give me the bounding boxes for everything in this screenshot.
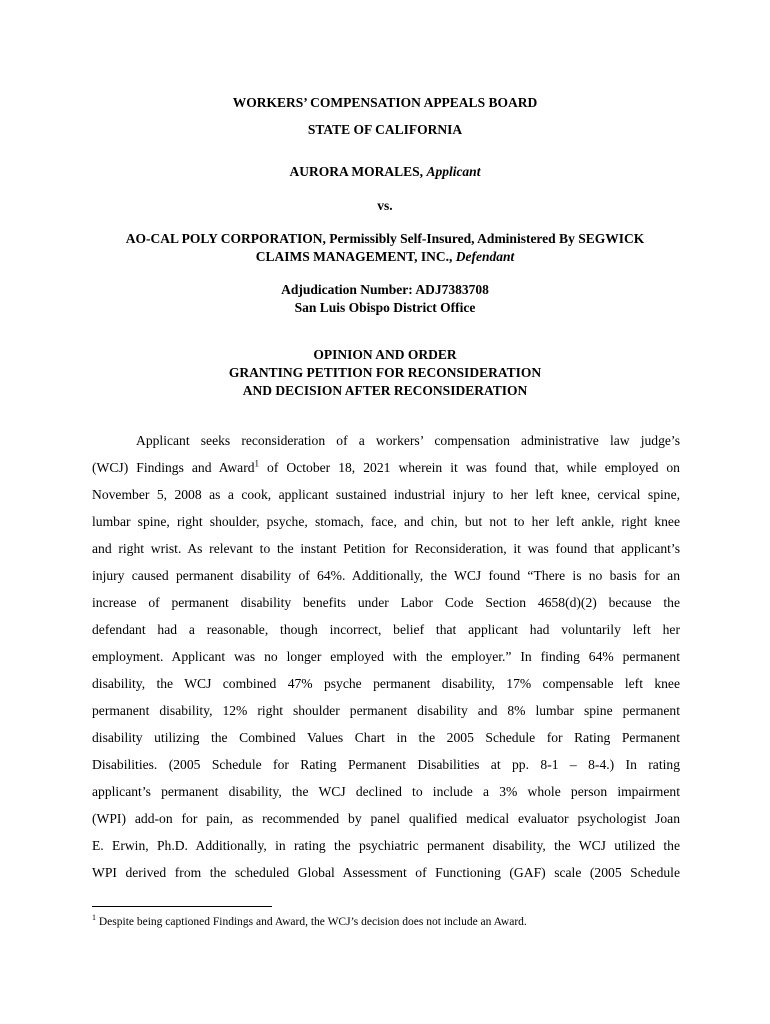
title-line-2: GRANTING PETITION FOR RECONSIDERATION (228, 365, 542, 380)
defendant-line-1: AO-CAL POLY CORPORATION, Permissibly Self-Insured, Administered By SEGWICK (125, 231, 645, 246)
footnote-divider (92, 906, 272, 907)
applicant-role: Applicant (426, 164, 481, 179)
title-line-3: AND DECISION AFTER RECONSIDERATION (242, 383, 528, 398)
defendant-name: CLAIMS MANAGEMENT, INC., (255, 249, 456, 264)
body-line: injury caused permanent disability of 64%. Additionally, the WCJ found “There is no basis for an (92, 568, 680, 583)
body-line: Disabilities. (2005 Schedule for Rating Permanent Disabilities at pp. 8-1 – 8-4.) In rating (92, 757, 680, 772)
adjudication-number: Adjudication Number: ADJ7383708 (281, 282, 489, 297)
versus: vs. (377, 198, 393, 213)
body-line: employment. Applicant was no longer employed with the employer.” In finding 64% permanent (92, 649, 680, 664)
body-line: WPI derived from the scheduled Global Assessment of Functioning (GAF) scale (2005 Schedule (92, 865, 680, 880)
footnote-reference[interactable]: 1 (254, 458, 260, 469)
body-line: lumbar spine, right shoulder, psyche, stomach, face, and chin, but not to her left ankle, right knee (92, 514, 680, 529)
applicant-name: AURORA MORALES, (289, 164, 427, 179)
body-line: November 5, 2008 as a cook, applicant sustained industrial injury to her left knee, cervical spine, (92, 487, 680, 502)
body-paragraph (92, 427, 680, 886)
state-heading: STATE OF CALIFORNIA (307, 122, 463, 137)
body-line: disability utilizing the Combined Values Chart in the 2005 Schedule for Rating Permanent (92, 730, 680, 745)
footnote-marker: 1 (92, 913, 96, 923)
body-line: applicant’s permanent disability, the WCJ declined to include a 3% whole person impairment (92, 784, 680, 799)
defendant-role: Defendant (455, 249, 515, 264)
body-line: disability, the WCJ combined 47% psyche permanent disability, 17% compensable left knee (92, 676, 680, 691)
applicant-line (0, 163, 770, 181)
body-line: (WPI) add-on for pain, as recommended by panel qualified medical evaluator psychologist Joan (92, 811, 680, 826)
body-text-segment: (WCJ) Findings and Award (92, 460, 255, 475)
title-line-1: OPINION AND ORDER (313, 347, 457, 362)
defendant-line-2 (0, 248, 770, 266)
footnote (92, 914, 527, 930)
body-line: increase of permanent disability benefits under Labor Code Section 4658(d)(2) because the (92, 595, 680, 610)
body-line: permanent disability, 12% right shoulder permanent disability and 8% lumbar spine permanent (92, 703, 680, 718)
board-heading: WORKERS’ COMPENSATION APPEALS BOARD (232, 95, 538, 110)
body-line: E. Erwin, Ph.D. Additionally, in rating the psychiatric permanent disability, the WCJ utilized the (92, 838, 680, 853)
body-line: Applicant seeks reconsideration of a workers’ compensation administrative law judge’s (136, 433, 680, 448)
district-office: San Luis Obispo District Office (294, 300, 476, 315)
body-line: defendant had a reasonable, though incorrect, belief that applicant had voluntarily left her (92, 622, 680, 637)
body-line: and right wrist. As relevant to the instant Petition for Reconsideration, it was found that applicant’s (92, 541, 680, 556)
body-text-segment: of October 18, 2021 wherein it was found that, while employed on (259, 460, 680, 475)
body-line (92, 454, 680, 481)
footnote-text: Despite being captioned Findings and Award, the WCJ’s decision does not include an Award. (96, 916, 527, 928)
